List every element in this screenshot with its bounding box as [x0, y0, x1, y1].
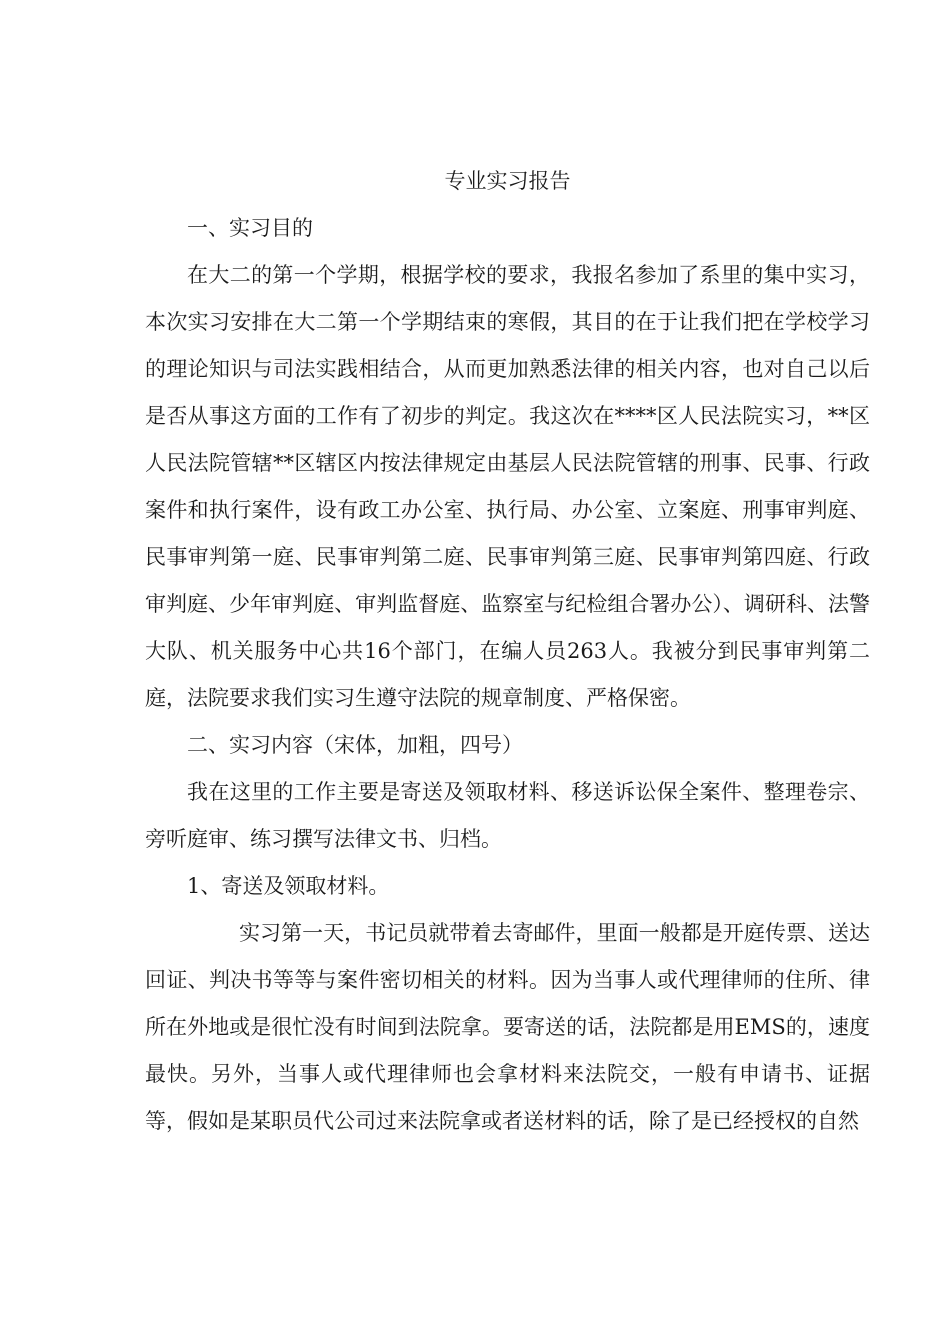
section-heading-purpose: 一、实习目的	[187, 216, 313, 240]
subsection-heading-materials: 1、寄送及领取材料。	[187, 874, 390, 898]
paragraph-work-summary: 我在这里的工作主要是寄送及领取材料、移送诉讼保全案件、整理卷宗、旁听庭审、练习撰写法律文书、归档。	[145, 780, 870, 851]
document-body	[145, 158, 870, 1145]
paragraph-purpose: 在大二的第一个学期，根据学校的要求，我报名参加了系里的集中实习，本次实习安排在大二第一个学期结束的寒假，其目的在于让我们把在学校学习的理论知识与司法实践相结合，从而更加熟悉法律的相关内容，也对自己以后是否从事这方面的工作有了初步的判定。我这次在****区人民法院实习，**区人民法院管辖**区辖区内按法律规定由基层人民法院管辖的刑事、民事、行政案件和执行案件，设有政工办公室、执行局、办公室、立案庭、刑事审判庭、民事审判第一庭、民事审判第二庭、民事审判第三庭、民事审判第四庭、行政审判庭、少年审判庭、审判监督庭、监察室与纪检组合署办公）、调研科、法警大队、机关服务中心共16个部门，在编人员263人。我被分到民事审判第二庭，法院要求我们实习生遵守法院的规章制度、严格保密。	[145, 263, 870, 710]
document-title: 专业实习报告	[444, 169, 571, 193]
paragraph-materials: 实习第一天，书记员就带着去寄邮件，里面一般都是开庭传票、送达回证、判决书等等与案件密切相关的材料。因为当事人或代理律师的住所、律所在外地或是很忙没有时间到法院拿。要寄送的话，法院都是用EMS的，速度最快。另外，当事人或代理律师也会拿材料来法院交，一般有申请书、证据等，假如是某职员代公司过来法院拿或者送材料的话，除了是已经授权的自然	[145, 921, 870, 1133]
section-heading-content: 二、实习内容（宋体，加粗，四号）	[187, 733, 523, 757]
